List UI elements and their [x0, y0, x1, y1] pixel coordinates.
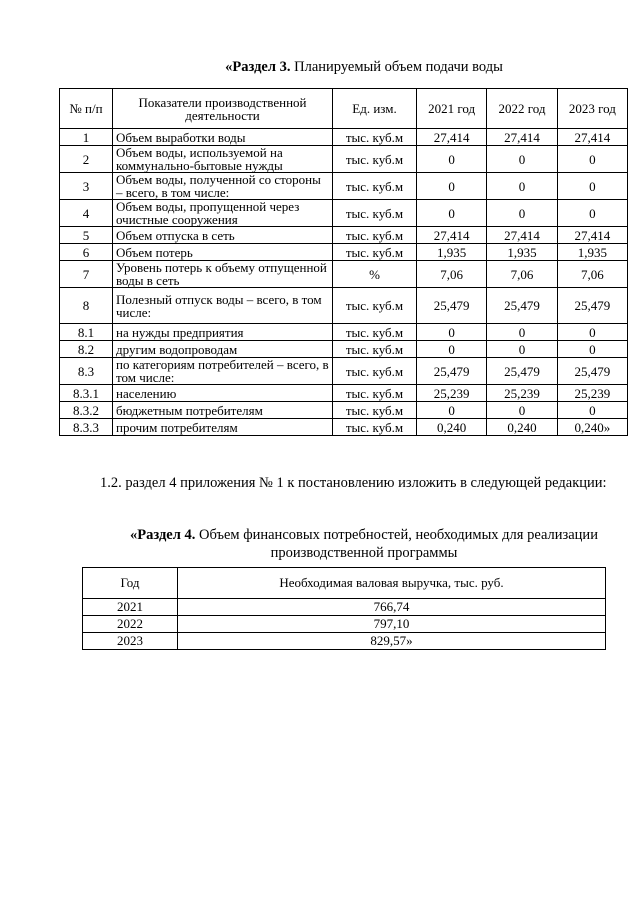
water-supply-table — [59, 88, 628, 436]
row-num: 6 — [60, 244, 113, 261]
row-value-2021: 27,414 — [417, 129, 487, 146]
row-value-2022: 7,06 — [487, 261, 557, 288]
row-value-2022: 0 — [487, 146, 557, 173]
row-value-2021: 27,414 — [417, 227, 487, 244]
table-row — [60, 227, 628, 244]
row-unit: тыс. куб.м — [333, 419, 417, 436]
row-unit: тыс. куб.м — [333, 324, 417, 341]
row-num: 8.3.2 — [60, 402, 113, 419]
row-value-2022: 0 — [487, 402, 557, 419]
table-row — [83, 599, 606, 616]
table-row — [60, 385, 628, 402]
header-unit: Ед. изм. — [333, 89, 417, 129]
row-num: 8.3.1 — [60, 385, 113, 402]
row-value-2023: 25,239 — [557, 385, 627, 402]
row-revenue: 766,74 — [178, 599, 606, 616]
row-year: 2022 — [83, 616, 178, 633]
row-unit: тыс. куб.м — [333, 402, 417, 419]
section4-title — [110, 526, 618, 562]
row-value-2023: 0 — [557, 146, 627, 173]
row-value-2021: 0 — [417, 146, 487, 173]
row-unit: тыс. куб.м — [333, 129, 417, 146]
table-row — [60, 324, 628, 341]
row-value-2021: 0 — [417, 324, 487, 341]
row-value-2023: 25,479 — [557, 288, 627, 324]
row-indicator: Полезный отпуск воды – всего, в том числе: — [113, 288, 333, 324]
row-unit: тыс. куб.м — [333, 358, 417, 385]
section3-title — [0, 59, 640, 76]
row-value-2021: 1,935 — [417, 244, 487, 261]
row-value-2022: 25,239 — [487, 385, 557, 402]
revenue-table-body — [83, 599, 606, 650]
section4-title-bold: «Раздел 4. — [130, 527, 196, 543]
header-num: № п/п — [60, 89, 113, 129]
row-value-2023: 0 — [557, 324, 627, 341]
row-unit: тыс. куб.м — [333, 288, 417, 324]
row-value-2022: 25,479 — [487, 358, 557, 385]
table-row — [83, 616, 606, 633]
row-indicator: Уровень потерь к объему отпущенной воды в сеть — [113, 261, 333, 288]
row-num: 8.3 — [60, 358, 113, 385]
table-row — [60, 261, 628, 288]
row-value-2022: 27,414 — [487, 129, 557, 146]
header-revenue: Необходимая валовая выручка, тыс. руб. — [178, 568, 606, 599]
row-value-2023: 27,414 — [557, 129, 627, 146]
row-value-2021: 0,240 — [417, 419, 487, 436]
row-value-2021: 0 — [417, 173, 487, 200]
row-value-2022: 1,935 — [487, 244, 557, 261]
amendment-paragraph: 1.2. раздел 4 приложения № 1 к постановлению изложить в следующей редакции: — [100, 475, 607, 491]
row-indicator: на нужды предприятия — [113, 324, 333, 341]
row-value-2022: 0 — [487, 341, 557, 358]
row-num: 3 — [60, 173, 113, 200]
row-unit: тыс. куб.м — [333, 173, 417, 200]
table-row — [83, 633, 606, 650]
row-indicator: Объем воды, пропущенной через очистные сооружения — [113, 200, 333, 227]
table-row — [60, 288, 628, 324]
water-table-body — [60, 129, 628, 436]
row-indicator: населению — [113, 385, 333, 402]
row-revenue: 829,57» — [178, 633, 606, 650]
section4-title-text: Объем финансовых потребностей, необходимых для реализации производственной программы — [195, 527, 598, 561]
row-num: 5 — [60, 227, 113, 244]
row-unit: тыс. куб.м — [333, 385, 417, 402]
row-value-2021: 25,479 — [417, 358, 487, 385]
table-row — [60, 129, 628, 146]
row-value-2023: 0 — [557, 173, 627, 200]
row-indicator: бюджетным потребителям — [113, 402, 333, 419]
header-2023: 2023 год — [557, 89, 627, 129]
row-unit: тыс. куб.м — [333, 244, 417, 261]
row-unit: тыс. куб.м — [333, 146, 417, 173]
row-value-2023: 0 — [557, 341, 627, 358]
row-value-2022: 0 — [487, 324, 557, 341]
row-value-2022: 27,414 — [487, 227, 557, 244]
row-value-2023: 0 — [557, 402, 627, 419]
row-revenue: 797,10 — [178, 616, 606, 633]
section3-title-bold: «Раздел 3. — [225, 59, 291, 75]
row-indicator: по категориям потребителей – всего, в том числе: — [113, 358, 333, 385]
row-value-2021: 0 — [417, 200, 487, 227]
row-value-2022: 0 — [487, 173, 557, 200]
row-value-2023: 1,935 — [557, 244, 627, 261]
row-indicator: Объем отпуска в сеть — [113, 227, 333, 244]
table-row — [60, 402, 628, 419]
row-year: 2023 — [83, 633, 178, 650]
row-num: 8.3.3 — [60, 419, 113, 436]
table-row — [60, 200, 628, 227]
table-row — [60, 244, 628, 261]
header-2022: 2022 год — [487, 89, 557, 129]
row-value-2023: 25,479 — [557, 358, 627, 385]
row-unit: тыс. куб.м — [333, 341, 417, 358]
row-indicator: другим водопроводам — [113, 341, 333, 358]
row-value-2023: 0 — [557, 200, 627, 227]
row-value-2023: 7,06 — [557, 261, 627, 288]
row-indicator: Объем воды, полученной со стороны – всего, в том числе: — [113, 173, 333, 200]
row-value-2021: 0 — [417, 341, 487, 358]
row-num: 8 — [60, 288, 113, 324]
header-2021: 2021 год — [417, 89, 487, 129]
row-num: 2 — [60, 146, 113, 173]
header-indicator: Показатели производственной деятельности — [113, 89, 333, 129]
row-indicator: Объем воды, используемой на коммунально-бытовые нужды — [113, 146, 333, 173]
row-unit: % — [333, 261, 417, 288]
row-value-2022: 0 — [487, 200, 557, 227]
row-num: 1 — [60, 129, 113, 146]
row-value-2022: 25,479 — [487, 288, 557, 324]
row-unit: тыс. куб.м — [333, 200, 417, 227]
row-year: 2021 — [83, 599, 178, 616]
row-num: 8.1 — [60, 324, 113, 341]
table-row — [60, 419, 628, 436]
row-num: 8.2 — [60, 341, 113, 358]
section3-title-text: Планируемый объем подачи воды — [290, 59, 503, 75]
row-indicator: Объем потерь — [113, 244, 333, 261]
row-value-2023: 27,414 — [557, 227, 627, 244]
row-value-2021: 7,06 — [417, 261, 487, 288]
row-num: 7 — [60, 261, 113, 288]
revenue-table-header-row — [83, 568, 606, 599]
header-year: Год — [83, 568, 178, 599]
row-indicator: прочим потребителям — [113, 419, 333, 436]
row-value-2021: 25,479 — [417, 288, 487, 324]
table-row — [60, 358, 628, 385]
row-value-2023: 0,240» — [557, 419, 627, 436]
water-table-header-row — [60, 89, 628, 129]
row-value-2022: 0,240 — [487, 419, 557, 436]
row-num: 4 — [60, 200, 113, 227]
table-row — [60, 341, 628, 358]
row-value-2021: 0 — [417, 402, 487, 419]
table-row — [60, 146, 628, 173]
revenue-table — [82, 567, 606, 650]
row-indicator: Объем выработки воды — [113, 129, 333, 146]
table-row — [60, 173, 628, 200]
row-value-2021: 25,239 — [417, 385, 487, 402]
row-unit: тыс. куб.м — [333, 227, 417, 244]
